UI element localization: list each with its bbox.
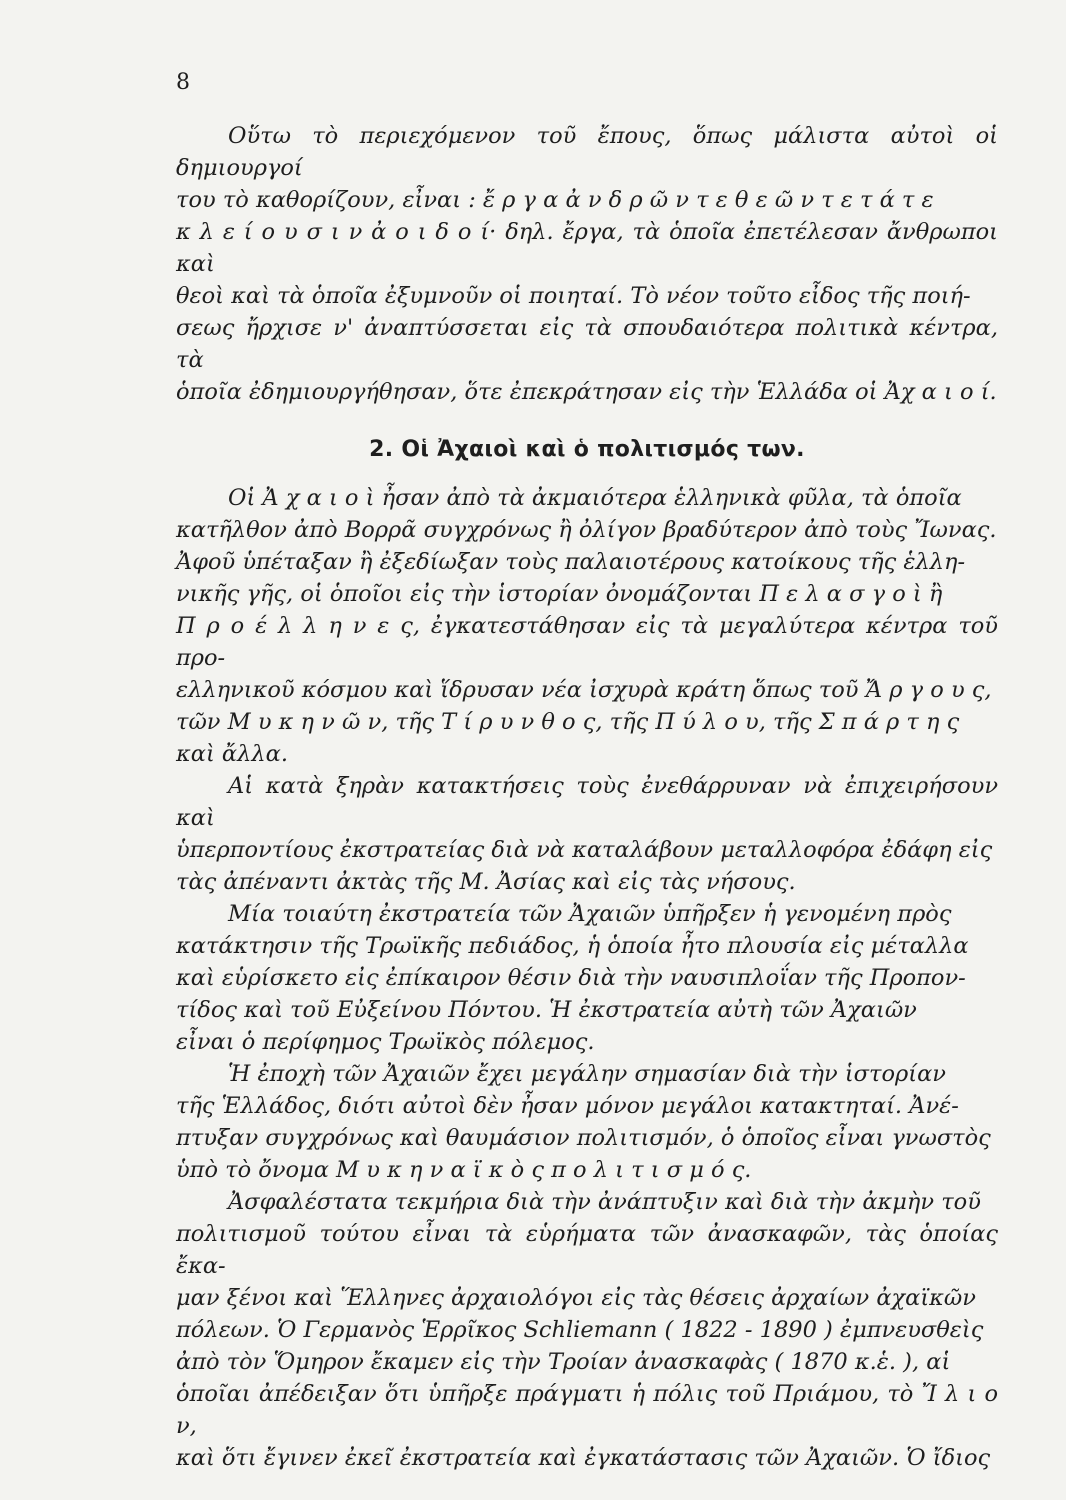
paragraph-achaean-era: Ἡ ἐποχὴ τῶν Ἀχαιῶν ἔχει μεγάλην σημασίαν διὰ τὴν ἱστορίαν τῆς Ἑλλάδος, διότι αὐτοὶ δὲν ἦσαν μόνον μεγάλοι κατακτηταί. Ἀνέ- πτυξαν συγχρόνως καὶ θαυμάσιον πολιτισμόν, ὁ ὁποῖος εἶναι γνωστὸς ὑπὸ τὸ ὄνομα Μ υ κ η ν α ϊ κ ὸ ς π ο λ ι τ ι σ μ ό ς. (176, 1061, 991, 1183)
paragraph-conquests: Αἱ κατὰ ξηρὰν κατακτήσεις τοὺς ἐνεθάρρυναν νὰ ἐπιχειρήσουν καὶ ὑπερποντίους ἐκστρατείας διὰ νὰ καταλάβουν μεταλλοφόρα ἐδάφη εἰς τὰς ἀπέναντι ἀκτὰς τῆς Μ. Ἀσίας καὶ εἰς τὰς νήσους. (176, 773, 998, 895)
paragraph-achaeans-origin: Οἱ Ἀ χ α ι ο ὶ ἦσαν ἀπὸ τὰ ἀκμαιότερα ἑλληνικὰ φῦλα, τὰ ὁποῖα κατῆλθον ἀπὸ Βορρᾶ συγχρόνως ἢ ὀλίγον βραδύτερον ἀπὸ τοὺς Ἴωνας. Ἀφοῦ ὑπέταξαν ἢ ἐξεδίωξαν τοὺς παλαιοτέρους κατοίκους τῆς ἑλλη- νικῆς γῆς, οἱ ὁποῖοι εἰς τὴν ἱστορίαν ὀνομάζονται Π ε λ α σ γ ο ὶ ἢ Π ρ ο έ λ λ η ν ε ς, ἐγκατεστάθησαν εἰς τὰ μεγαλύτερα κέντρα τοῦ προ- ελληνικοῦ κόσμου καὶ ἵδρυσαν νέα ἰσχυρὰ κράτη ὅπως τοῦ Ἄ ρ γ ο υ ς, τῶν Μ υ κ η ν ῶ ν, τῆς Τ ί ρ υ ν θ ο ς, τῆς Π ύ λ ο υ, τῆς Σ π ά ρ τ η ς καὶ ἄλλα. (176, 485, 998, 767)
section-heading: 2. Οἱ Ἀχαιοὶ καὶ ὁ πολιτισμός των. (369, 437, 805, 462)
paragraph-excavations: Ἀσφαλέστατα τεκμήρια διὰ τὴν ἀνάπτυξιν καὶ διὰ τὴν ἀκμὴν τοῦ πολιτισμοῦ τούτου εἶναι τὰ εὑρήματα τῶν ἀνασκαφῶν, τὰς ὁποίας ἔκα- μαν ξένοι καὶ Ἕλληνες ἀρχαιολόγοι εἰς τὰς θέσεις ἀρχαίων ἀχαϊκῶν πόλεων. Ὁ Γερμανὸς Ἑρρῖκος Schliemann ( 1822 - 1890 ) ἐμπνευσθεὶς ἀπὸ τὸν Ὅμηρον ἔκαμεν εἰς τὴν Τροίαν ἀνασκαφὰς ( 1870 κ.ἑ. ), αἱ ὁποῖαι ἀπέδειξαν ὅτι ὑπῆρξε πράγματι ἡ πόλις τοῦ Πριάμου, τὸ Ἴ λ ι ο ν, καὶ ὅτι ἔγινεν ἐκεῖ ἐκστρατεία καὶ ἐγκατάστασις τῶν Ἀχαιῶν. Ὁ ἴδιος (176, 1189, 998, 1471)
paragraph-epic-content: Οὕτω τὸ περιεχόμενον τοῦ ἔπους, ὅπως μάλιστα αὐτοὶ οἱ δημιουργοί του τὸ καθορίζουν, εἶναι : ἔ ρ γ α ἀ ν δ ρ ῶ ν τ ε θ ε ῶ ν τ ε τ ά τ ε κ λ ε ί ο υ σ ι ν ἀ ο ι δ ο ί· δηλ. ἔργα, τὰ ὁποῖα ἐπετέλεσαν ἄνθρωποι καὶ θεοὶ καὶ τὰ ὁποῖα ἐξυμνοῦν οἱ ποιηταί. Τὸ νέον τοῦτο εἶδος τῆς ποιή- σεως ἤρχισε ν' ἀναπτύσσεται εἰς τὰ σπουδαιότερα πολιτικὰ κέντρα, τὰ ὁποῖα ἐδημιουργήθησαν, ὅτε ἐπεκράτησαν εἰς τὴν Ἑλλάδα οἱ Ἀχ α ι ο ί. (176, 123, 998, 405)
paragraph-trojan-war: Μία τοιαύτη ἐκστρατεία τῶν Ἀχαιῶν ὑπῆρξεν ἡ γενομένη πρὸς κατάκτησιν τῆς Τρωϊκῆς πεδιάδος, ἡ ὁποία ἦτο πλουσία εἰς μέταλλα καὶ εὑρίσκετο εἰς ἐπίκαιρον θέσιν διὰ τὴν ναυσιπλοΐαν τῆς Προπον- τίδος καὶ τοῦ Εὐξείνου Πόντου. Ἡ ἐκστρατεία αὐτὴ τῶν Ἀχαιῶν εἶναι ὁ περίφημος Τρωϊκὸς πόλεμος. (176, 901, 969, 1055)
body-text (176, 120, 998, 1474)
page-number: 8 (176, 70, 190, 95)
